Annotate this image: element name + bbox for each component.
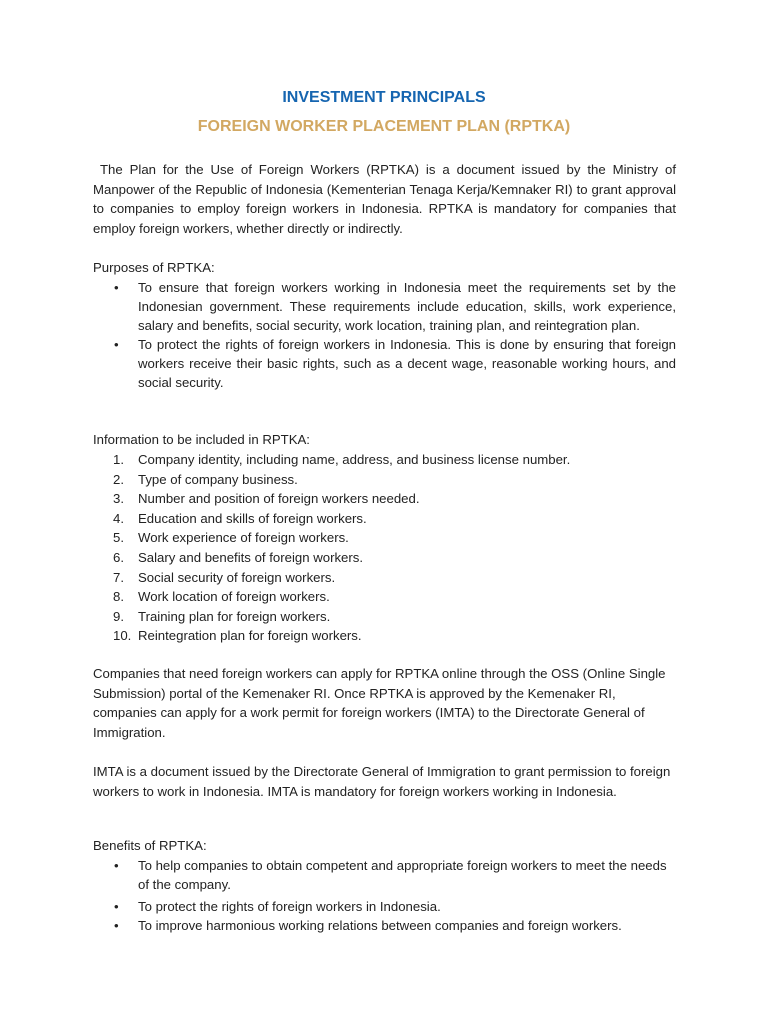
intro-paragraph: The Plan for the Use of Foreign Workers (RPTKA) is a document issued by the Ministry of Manpower of the Republic of Indonesia (Kementerian Tenaga Kerja/Kemnaker RI) to grant approval to companies to employ foreign workers in Indonesia. RPTKA is mandatory for companies that employ foreign workers, whether directly or indirectly.	[93, 162, 680, 236]
list-number: 9.	[113, 608, 124, 624]
list-item	[93, 856, 676, 894]
list-item	[93, 450, 676, 470]
list-item-text: Type of company business.	[138, 471, 298, 487]
list-item-text: To ensure that foreign workers working in Indonesia meet the requirements set by the Indonesian government. These requirements include education, skills, work experience, salary and benefits, social security, work location, training plan, and reintegration plan.	[138, 280, 676, 333]
list-item-text: Work location of foreign workers.	[138, 589, 330, 605]
list-item-text: To protect the rights of foreign workers in Indonesia.	[138, 899, 441, 914]
list-item	[93, 528, 676, 548]
list-number: 3.	[113, 491, 124, 507]
list-item	[93, 568, 676, 588]
list-item	[93, 509, 676, 529]
list-number: 8.	[113, 589, 124, 605]
bullet-icon: •	[114, 858, 119, 873]
information-list	[93, 450, 676, 646]
list-item	[93, 587, 676, 607]
list-item-text: Training plan for foreign workers.	[138, 608, 331, 624]
list-item	[93, 607, 676, 627]
list-item-text: Salary and benefits of foreign workers.	[138, 549, 364, 565]
information-heading: Information to be included in RPTKA:	[93, 432, 310, 447]
list-item	[93, 278, 676, 335]
bullet-icon: •	[114, 899, 119, 914]
bullet-icon: •	[114, 918, 119, 933]
list-item-text: To help companies to obtain competent and appropriate foreign workers to meet the needs of the company.	[138, 858, 667, 892]
list-item-text: Social security of foreign workers.	[138, 569, 336, 585]
purposes-heading: Purposes of RPTKA:	[93, 260, 215, 275]
list-item-text: Number and position of foreign workers needed.	[138, 491, 420, 507]
list-number: 6.	[113, 549, 124, 565]
page-subtitle: FOREIGN WORKER PLACEMENT PLAN (RPTKA)	[197, 118, 571, 135]
list-item-text: Reintegration plan for foreign workers.	[138, 628, 362, 644]
list-number: 1.	[113, 452, 124, 467]
list-item-text: Education and skills of foreign workers.	[138, 510, 367, 526]
list-item-text: Work experience of foreign workers.	[138, 530, 349, 546]
list-item	[93, 470, 676, 490]
list-number: 7.	[113, 569, 124, 585]
list-item-text: To improve harmonious working relations between companies and foreign workers.	[138, 918, 622, 933]
application-paragraph: Companies that need foreign workers can apply for RPTKA online through the OSS (Online Single Submission) portal of the Kemenaker RI. Once RPTKA is approved by the Kemenaker RI, companies can apply for a work permit for foreign workers (IMTA) to the Directorate General of Immigration.	[93, 666, 666, 740]
list-number: 10.	[113, 628, 132, 644]
bullet-icon: •	[114, 337, 119, 352]
list-item	[93, 335, 676, 392]
list-number: 4.	[113, 510, 124, 526]
list-item	[93, 626, 676, 646]
list-number: 5.	[113, 530, 124, 546]
list-item	[93, 916, 676, 935]
list-item	[93, 897, 676, 916]
benefits-list	[93, 856, 676, 935]
benefits-heading: Benefits of RPTKA:	[93, 838, 207, 853]
list-item	[93, 548, 676, 568]
bullet-icon: •	[114, 280, 119, 295]
list-item	[93, 489, 676, 509]
list-item-text: To protect the rights of foreign workers in Indonesia. This is done by ensuring that foreign workers receive their basic rights, such as a decent wage, reasonable working hours, and social security.	[138, 337, 676, 390]
page-title: INVESTMENT PRINCIPALS	[282, 89, 486, 106]
list-item-text: Company identity, including name, address, and business license number.	[138, 452, 571, 467]
list-number: 2.	[113, 471, 124, 487]
purposes-list	[93, 278, 676, 392]
imta-paragraph: IMTA is a document issued by the Directorate General of Immigration to grant permission to foreign workers to work in Indonesia. IMTA is mandatory for foreign workers working in Indonesia.	[93, 764, 671, 799]
